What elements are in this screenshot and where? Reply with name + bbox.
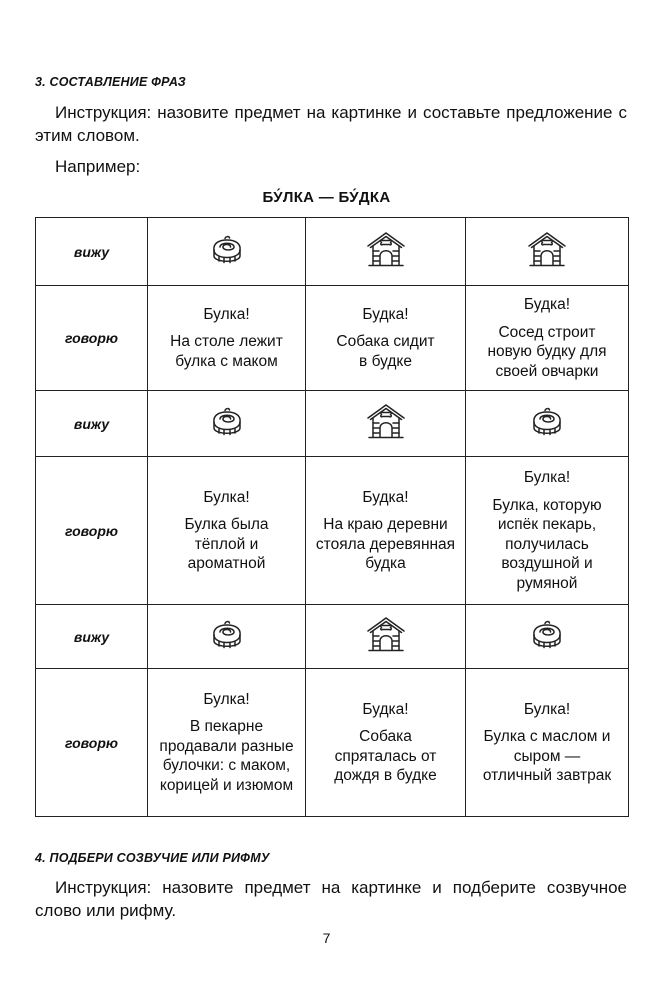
phrase-cell — [148, 286, 306, 391]
page-number: 7 — [322, 930, 331, 946]
word-text: Булка! — [203, 690, 250, 708]
phrase-cell — [466, 669, 629, 817]
phrase-cell — [148, 457, 306, 605]
doghouse-icon — [366, 230, 406, 273]
word-text: Булка! — [203, 305, 250, 323]
bun-icon — [210, 404, 244, 443]
see-label: вижу — [36, 605, 148, 669]
phrase-cell — [466, 457, 629, 605]
sentence-text: Булка была тёплой и ароматной — [184, 516, 269, 572]
table-row — [36, 669, 629, 817]
bun-icon — [530, 404, 564, 443]
sentence-text: Сосед строит новую будку для своей овчарки — [487, 323, 607, 380]
doghouse-icon — [366, 615, 406, 658]
sentence-text: Собака спряталась от дождя в будке — [334, 728, 437, 784]
phrase-cell — [148, 669, 306, 817]
table-title: БУ́ЛКА — БУ́ДКА — [262, 189, 391, 206]
bun-icon — [210, 232, 244, 271]
word-text: Булка! — [523, 469, 571, 486]
word-text: Будка! — [362, 488, 409, 506]
sentence-text: Собака сидит в будке — [336, 333, 435, 370]
section-4-instruction: Инструкция: назовите предмет на картинке и подберите созвучное слово или рифму. — [35, 878, 627, 920]
doghouse-icon — [366, 402, 406, 445]
picture-cell — [306, 391, 466, 457]
word-text: Будка! — [362, 700, 409, 718]
sentence-text: В пекарне продавали разные булочки: с маком, корицей и изюмом — [159, 718, 294, 794]
word-text: Будка! — [523, 296, 571, 313]
phrase-cell — [306, 669, 466, 817]
sentence-text: На краю деревни стояла деревянная будка — [315, 516, 456, 572]
picture-cell — [148, 605, 306, 669]
phrase-cell — [306, 457, 466, 605]
phrase-table — [35, 217, 629, 817]
see-label: вижу — [36, 218, 148, 286]
table-row — [36, 391, 629, 457]
picture-cell — [306, 218, 466, 286]
say-label: говорю — [36, 286, 148, 391]
say-label: говорю — [36, 457, 148, 605]
bun-icon — [210, 617, 244, 656]
example-label: Например: — [55, 157, 141, 176]
doghouse-icon — [527, 230, 567, 273]
say-label: говорю — [36, 669, 148, 817]
bun-icon — [530, 617, 564, 656]
sentence-text: На столе лежит булка с маком — [170, 333, 283, 370]
picture-cell — [466, 605, 629, 669]
word-text: Будка! — [362, 305, 409, 323]
table-row — [36, 286, 629, 391]
word-text: Булка! — [523, 700, 571, 718]
sentence-text: Булка, которую испёк пекарь, получилась воздушной и румяной — [492, 496, 602, 592]
table-row — [36, 457, 629, 605]
picture-cell — [148, 218, 306, 286]
section-3-title: 3. СОСТАВЛЕНИЕ ФРАЗ — [35, 75, 186, 89]
table-row — [36, 605, 629, 669]
section-4-title: 4. ПОДБЕРИ СОЗВУЧИЕ ИЛИ РИФМУ — [35, 851, 270, 865]
picture-cell — [306, 605, 466, 669]
picture-cell — [466, 391, 629, 457]
picture-cell — [466, 218, 629, 286]
section-3-instruction: Инструкция: назовите предмет на картинке и составьте предложение с этим словом. — [35, 103, 627, 145]
phrase-cell — [306, 286, 466, 391]
see-label: вижу — [36, 391, 148, 457]
table-row — [36, 218, 629, 286]
sentence-text: Булка с маслом и сыром — отличный завтрак — [482, 728, 612, 784]
word-text: Булка! — [203, 488, 250, 506]
phrase-cell — [466, 286, 629, 391]
picture-cell — [148, 391, 306, 457]
